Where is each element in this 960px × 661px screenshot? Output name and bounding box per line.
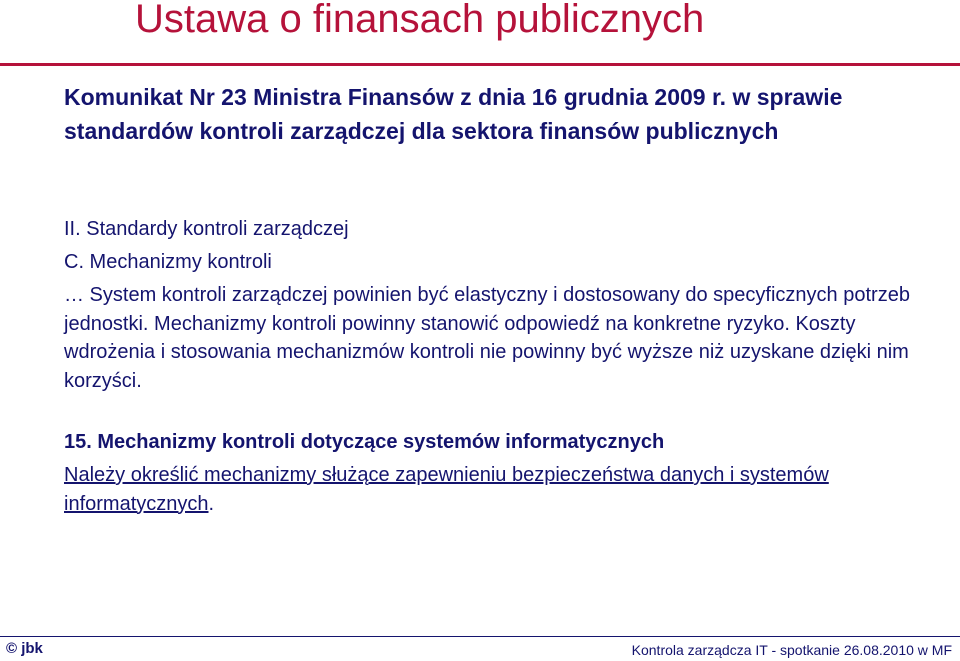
requirement-underlined: Należy określić mechanizmy służące zapewnieniu bezpieczeństwa danych i systemów informatycznych — [64, 464, 829, 515]
subsection-heading: C. Mechanizmy kontroli — [64, 251, 272, 273]
footer-divider — [0, 636, 960, 637]
footer-copyright: © jbk — [6, 640, 43, 657]
section-heading: II. Standardy kontroli zarządczej — [64, 218, 349, 240]
title-divider — [0, 63, 960, 66]
communique-heading: Komunikat Nr 23 Ministra Finansów z dnia 16 grudnia 2009 r. w sprawie standardów kontroli zarządczej dla sektora finansów publicznych — [64, 84, 843, 144]
requirement-period: . — [208, 492, 215, 515]
footer-event: Kontrola zarządcza IT - spotkanie 26.08.2010 w MF — [631, 642, 952, 658]
point-heading: 15. Mechanizmy kontroli dotyczące systemów informatycznych — [64, 431, 665, 453]
requirement-text — [64, 461, 949, 518]
slide-title: Ustawa o finansach publicznych — [135, 0, 705, 41]
body-paragraph: … System kontroli zarządczej powinien być elastyczny i dostosowany do specyficznych potrzeb jednostki. Mechanizmy kontroli powinny stanowić odpowiedź na konkretne ryzyko. Koszty wdrożenia i stosowania mechanizmów kontroli nie powinny być wyższe niż uzyskane dzięki nim korzyści. — [64, 284, 910, 392]
